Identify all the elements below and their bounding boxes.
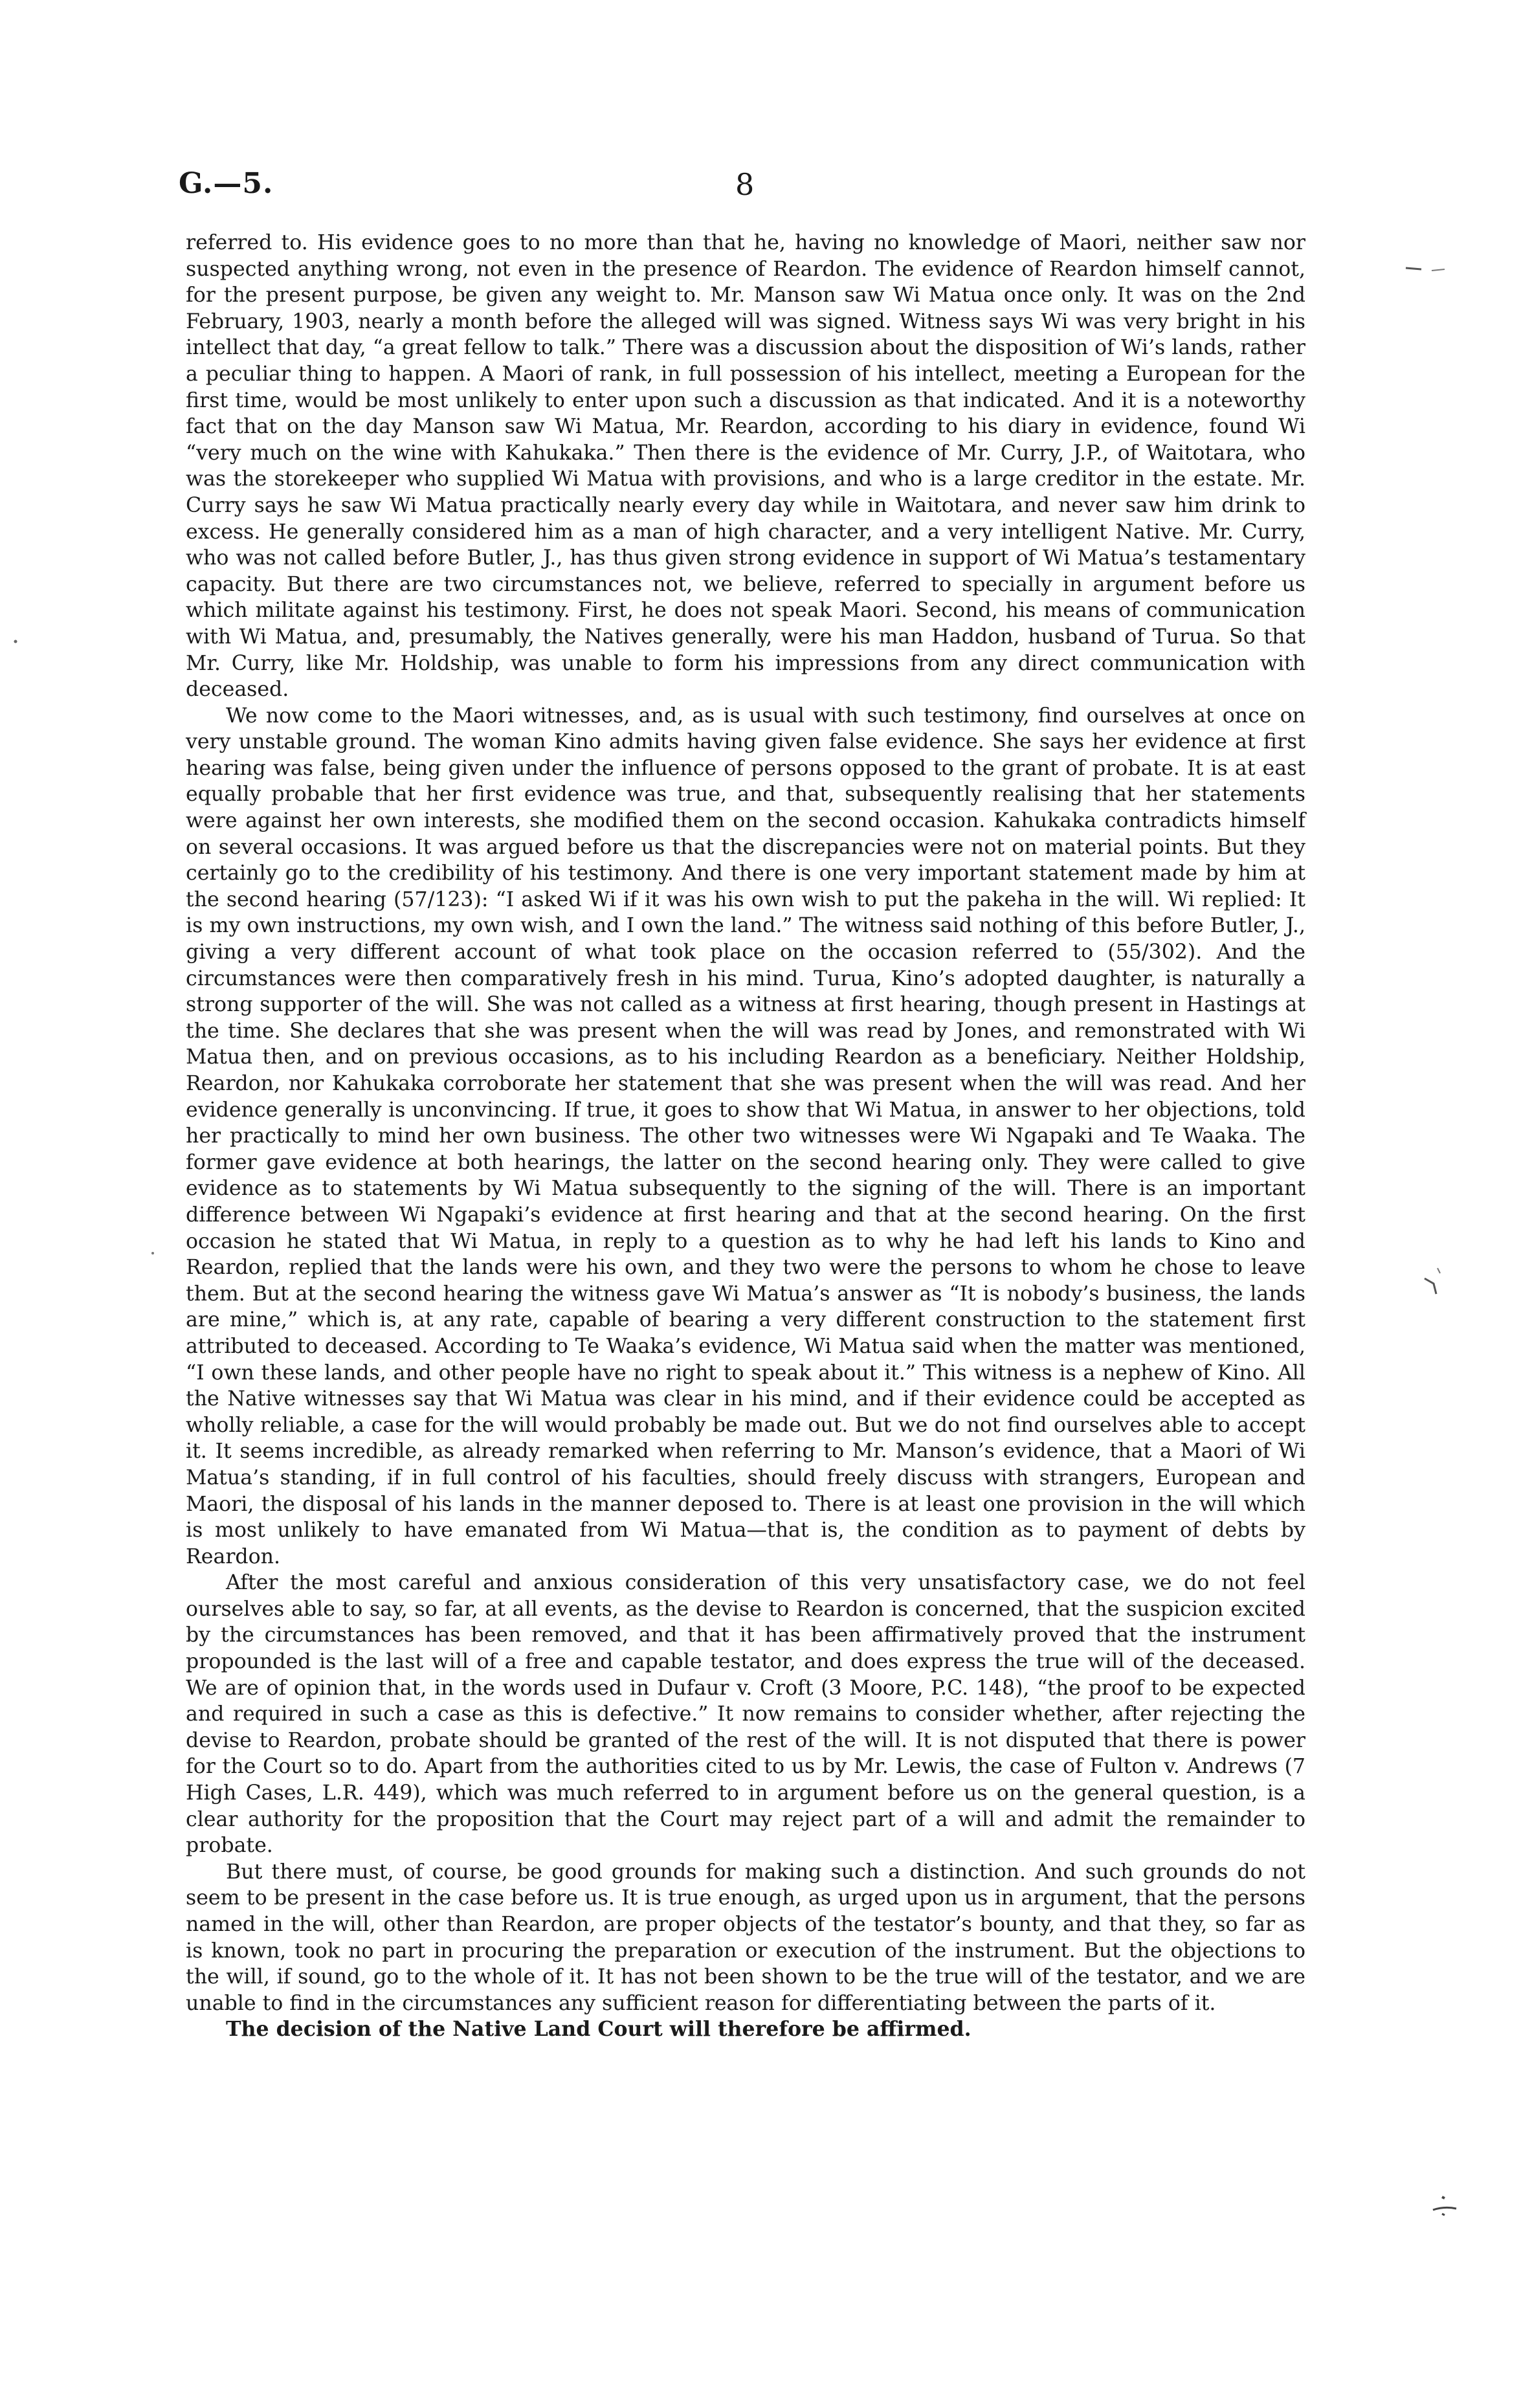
margin-mark-bottom	[1430, 2193, 1463, 2219]
document-reference: G.—5.	[179, 167, 274, 200]
paragraph-decision: The decision of the Native Land Court will therefore be affirmed.	[226, 2017, 971, 2042]
page-header	[179, 167, 1311, 212]
margin-mark-top	[1404, 259, 1450, 278]
body-text	[186, 230, 1305, 2043]
paragraph-distinction: But there must, of course, be good grounds for making such a distinction. And such grounds do not seem to be present in the case before us. It is true enough, as urged upon us in argument, that the persons named in the will, other than Reardon, are proper objects of the testator’s bounty, and that they, so far as is known, took no part in procuring the preparation or execution of the instrument. But the objections to the will, if sound, go to the whole of it. It has not been shown to be the true will of the testator, and we are unable to find in the circumstances any sufficient reason for differentiating between the parts of it.	[186, 1860, 1305, 2015]
paragraph-consideration: After the most careful and anxious consideration of this very unsatisfactory case, we do not feel ourselves able to say, so far, at all events, as the devise to Reardon is concerned, that the suspicion excited by the circumstances has been removed, and that it has been affirmatively proved that the instrument propounded is the last will of a free and capable testator, and does express the true will of the deceased. We are of opinion that, in the words used in Dufaur v. Croft (3 Moore, P.C. 148), “the proof to be expected and required in such a case as this is defective.” It now remains to consider whether, after rejecting the devise to Reardon, probate should be granted of the rest of the will. It is not disputed that there is power for the Court so to do. Apart from the authorities cited to us by Mr. Lewis, the case of Fulton v. Andrews (7 High Cases, L.R. 449), which was much referred to in argument before us on the general question, is a clear authority for the proposition that the Court may reject part of a will and admit the remainder to probate.	[186, 1571, 1305, 1858]
paragraph-maori-witnesses: We now come to the Maori witnesses, and, as is usual with such testimony, find ourselves at once on very unstable ground. The woman Kino admits having given false evidence. She says her evidence at first hearing was false, being given under the influence of persons opposed to the grant of probate. It is at east equally probable that her first evidence was true, and that, subsequently realising that her statements were against her own interests, she modified them on the second occasion. Kahukaka contradicts himself on several occasions. It was argued before us that the discrepancies were not on material points. But they certainly go to the credibility of his testimony. And there is one very important statement made by him at the second hearing (57/123): “I asked Wi if it was his own wish to put the pakeha in the will. Wi replied: It is my own instructions, my own wish, and I own the land.” The witness said nothing of this before Butler, J., giving a very different account of what took place on the occasion referred to (55/302). And the circumstances were then comparatively fresh in his mind. Turua, Kino’s adopted daughter, is naturally a strong supporter of the will. She was not called as a witness at first hearing, though present in Hastings at the time. She declares that she was present when the will was read by Jones, and remonstrated with Wi Matua then, and on previous occasions, as to his including Reardon as a beneficiary. Neither Holdship, Reardon, nor Kahukaka corroborate her statement that she was present when the will was read. And her evidence generally is unconvincing. If true, it goes to show that Wi Matua, in answer to her objections, told her practically to mind her own business. The other two witnesses were Wi Ngapaki and Te Waaka. The former gave evidence at both hearings, the latter on the second hearing only. They were called to give evidence as to statements by Wi Matua subsequently to the signing of the will. There is an important difference between Wi Ngapaki’s evidence at first hearing and that at the second hearing. On the first occasion he stated that Wi Matua, in reply to a question as to why he had left his lands to Kino and Reardon, replied that the lands were his own, and they two were the persons to whom he chose to leave them. But at the second hearing the witness gave Wi Matua’s answer as “It is nobody’s business, the lands are mine,” which is, at any rate, capable of bearing a very different construction to the statement first attributed to deceased. According to Te Waaka’s evidence, Wi Matua said when the matter was mentioned, “I own these lands, and other people have no right to speak about it.” This witness is a nephew of Kino. All the Native witnesses say that Wi Matua was clear in his mind, and if their evidence could be accepted as wholly reliable, a case for the will would probably be made out. But we do not find ourselves able to accept it. It seems incredible, as already remarked when referring to Mr. Manson’s evidence, that a Maori of Wi Matua’s standing, if in full control of his faculties, should freely discuss with strangers, European and Maori, the disposal of his lands in the manner deposed to. There is at least one provision in the will which is most unlikely to have emanated from Wi Matua—that is, the condition as to payment of debts by Reardon.	[186, 704, 1305, 1568]
page-number: 8	[735, 167, 755, 202]
margin-mark-left-lower	[149, 1249, 157, 1257]
paragraph-continuation: referred to. His evidence goes to no more than that he, having no knowledge of Maori, neither saw nor suspected anything wrong, not even in the presence of Reardon. The evidence of Reardon himself cannot, for the present purpose, be given any weight to. Mr. Manson saw Wi Matua once only. It was on the 2nd February, 1903, nearly a month before the alleged will was signed. Witness says Wi was very bright in his intellect that day, “a great fellow to talk.” There was a discussion about the disposition of Wi’s lands, rather a peculiar thing to happen. A Maori of rank, in full possession of his intellect, meeting a European for the first time, would be most unlikely to enter upon such a discussion as that indicated. And it is a noteworthy fact that on the day Manson saw Wi Matua, Mr. Reardon, according to his diary in evidence, found Wi “very much on the wine with Kahukaka.” Then there is the evidence of Mr. Curry, J.P., of Waitotara, who was the storekeeper who supplied Wi Matua with provisions, and who is a large creditor in the estate. Mr. Curry says he saw Wi Matua practically nearly every day while in Waitotara, and never saw him drink to excess. He generally considered him as a man of high character, and a very intelligent Native. Mr. Curry, who was not called before Butler, J., has thus given strong evidence in support of Wi Matua’s testamentary capacity. But there are two circumstances not, we believe, referred to specially in argument before us which militate against his testimony. First, he does not speak Maori. Second, his means of communication with Wi Matua, and, presumably, the Natives generally, were his man Haddon, husband of Turua. So that Mr. Curry, like Mr. Holdship, was unable to form his impressions from any direct communication with deceased.	[186, 231, 1305, 702]
margin-mark-middle	[1421, 1265, 1447, 1298]
margin-mark-left	[12, 638, 19, 645]
